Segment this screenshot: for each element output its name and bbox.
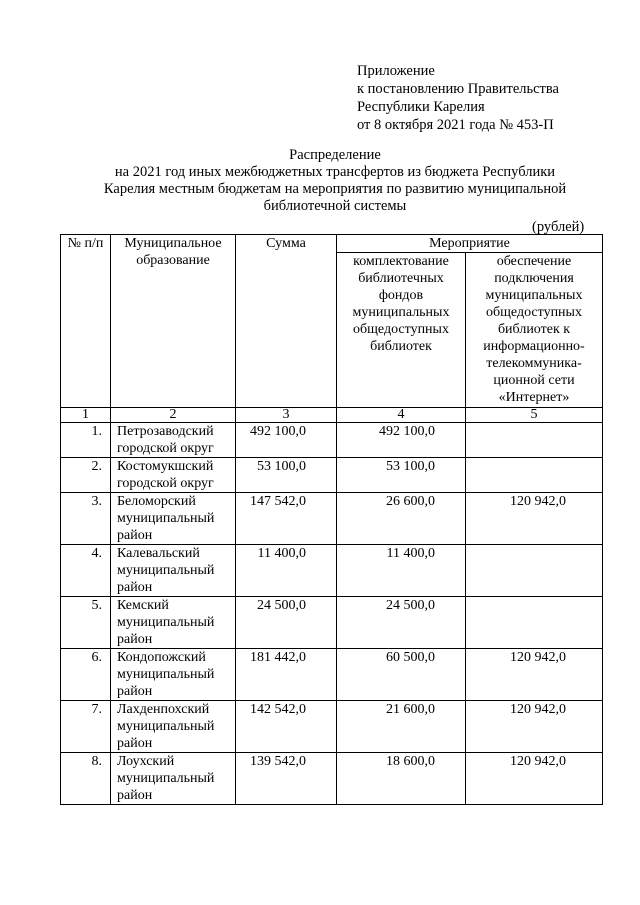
municipality-name: Костомукшский городской округ	[111, 458, 236, 493]
appendix-line: от 8 октября 2021 года № 453-П	[357, 117, 554, 133]
sum-value: 142 542,0	[236, 701, 337, 753]
appendix-line: Приложение	[357, 63, 435, 79]
header-municipality: Муниципальное образование	[111, 235, 236, 408]
table-row	[61, 753, 603, 805]
distribution-table	[60, 234, 603, 805]
title-line: библиотечной системы	[263, 198, 407, 214]
acquisition-value: 24 500,0	[337, 597, 466, 649]
acquisition-value: 11 400,0	[337, 545, 466, 597]
municipality-name: Кемский муниципальный район	[111, 597, 236, 649]
row-number: 6.	[61, 649, 111, 701]
header-event: Мероприятие	[337, 235, 603, 253]
internet-value: 120 942,0	[466, 493, 603, 545]
row-number: 5.	[61, 597, 111, 649]
internet-value	[466, 423, 603, 458]
units-label: (рублей)	[532, 219, 585, 235]
title-line: Карелия местным бюджетам на мероприятия по развитию муниципальной	[103, 181, 567, 197]
sum-value: 492 100,0	[236, 423, 337, 458]
title-line: Распределение	[289, 147, 381, 163]
sum-value: 181 442,0	[236, 649, 337, 701]
index-cell: 1	[61, 408, 111, 423]
table-row	[61, 597, 603, 649]
table-row	[61, 545, 603, 597]
title-line: на 2021 год иных межбюджетных трансфертов из бюджета Республики	[114, 164, 556, 180]
table-row	[61, 649, 603, 701]
document-title	[70, 147, 600, 215]
index-cell: 2	[111, 408, 236, 423]
row-number: 8.	[61, 753, 111, 805]
acquisition-value: 21 600,0	[337, 701, 466, 753]
internet-value	[466, 597, 603, 649]
index-cell: 4	[337, 408, 466, 423]
acquisition-value: 60 500,0	[337, 649, 466, 701]
row-number: 3.	[61, 493, 111, 545]
sum-value: 147 542,0	[236, 493, 337, 545]
table-row	[61, 458, 603, 493]
appendix-line: к постановлению Правительства	[357, 81, 559, 97]
table-row	[61, 701, 603, 753]
row-number: 1.	[61, 423, 111, 458]
sum-value: 24 500,0	[236, 597, 337, 649]
municipality-name: Лахденпохский муниципальный район	[111, 701, 236, 753]
table-row	[61, 423, 603, 458]
index-cell: 5	[466, 408, 603, 423]
internet-value: 120 942,0	[466, 649, 603, 701]
acquisition-value: 26 600,0	[337, 493, 466, 545]
row-number: 7.	[61, 701, 111, 753]
internet-value: 120 942,0	[466, 753, 603, 805]
acquisition-value: 18 600,0	[337, 753, 466, 805]
acquisition-value: 53 100,0	[337, 458, 466, 493]
header-sum: Сумма	[236, 235, 337, 408]
internet-value	[466, 545, 603, 597]
row-number: 2.	[61, 458, 111, 493]
index-cell: 3	[236, 408, 337, 423]
table-row	[61, 493, 603, 545]
municipality-name: Петрозаводский городской округ	[111, 423, 236, 458]
sum-value: 53 100,0	[236, 458, 337, 493]
municipality-name: Беломорский муниципальный район	[111, 493, 236, 545]
header-sub-internet: обеспечение подключения муниципальных общедоступных библиотек к информационно-телекоммуника-ционной сети «Интернет»	[466, 253, 603, 408]
header-num: № п/п	[61, 235, 111, 408]
row-number: 4.	[61, 545, 111, 597]
sum-value: 11 400,0	[236, 545, 337, 597]
municipality-name: Калевальский муниципальный район	[111, 545, 236, 597]
municipality-name: Кондопожский муниципальный район	[111, 649, 236, 701]
sum-value: 139 542,0	[236, 753, 337, 805]
internet-value	[466, 458, 603, 493]
municipality-name: Лоухский муниципальный район	[111, 753, 236, 805]
appendix-header	[357, 62, 559, 134]
header-sub-acquisition: комплектование библиотечных фондов муниципальных общедоступных библиотек	[337, 253, 466, 408]
acquisition-value: 492 100,0	[337, 423, 466, 458]
internet-value: 120 942,0	[466, 701, 603, 753]
appendix-line: Республики Карелия	[357, 99, 485, 115]
